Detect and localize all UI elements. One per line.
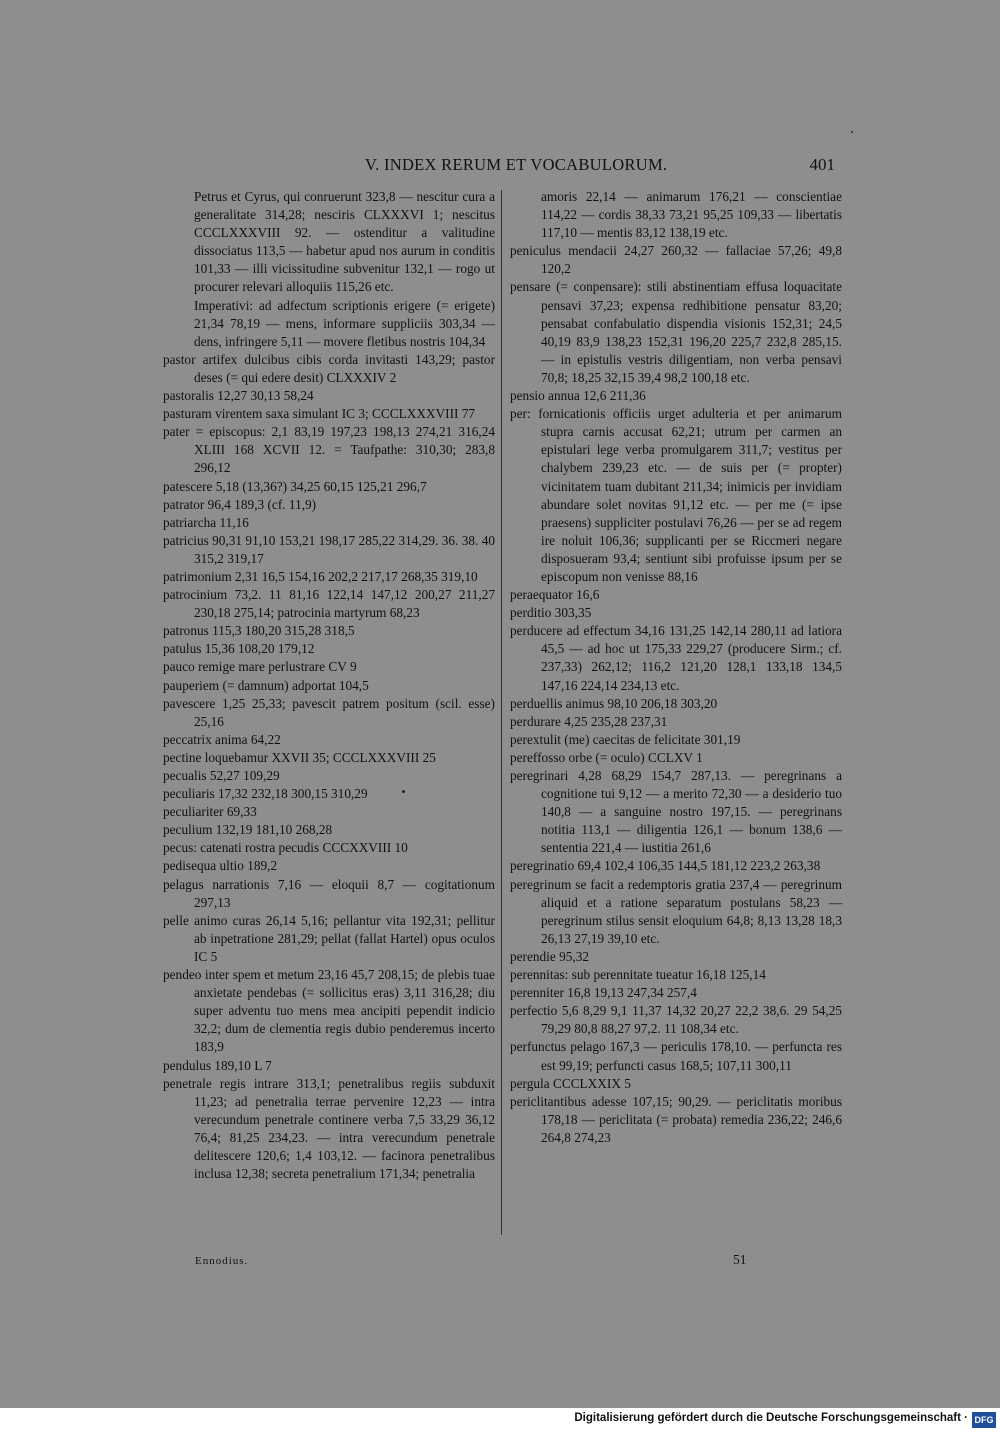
index-entry: pavescere 1,25 25,33; pavescit patrem positum (scil. esse) 25,16	[163, 695, 495, 729]
index-entry: patrator 96,4 189,3 (cf. 11,9)	[163, 496, 317, 512]
index-entry: pensare (= conpensare): stili abstinentiam effusa loquacitate pensavi 37,23; expensa redhibitione pensatur 83,20; pensabat confabulatio dispendia visionis 152,31; 24,5 40,19 83,9 138,23 152,31 196,20 225,7 232,8 285,15. — in epistulis vestris diligentiam, non verba pensavi 70,8; 18,25 32,15 39,4 98,2 100,18 etc.	[510, 279, 842, 385]
index-entry: perditio 303,35	[510, 605, 592, 621]
index-entry: pendulus 189,10 L 7	[163, 1057, 272, 1073]
index-entry: peniculus mendacii 24,27 260,32 — fallaciae 57,26; 49,8 120,2	[510, 243, 842, 277]
index-entry: pendeo inter spem et metum 23,16 45,7 208,15; de plebis tuae anxietate pendebas (= sollicitus eras) 3,11 316,28; diu super adventu tuo mens mea ancipiti pependit indicio 32,2; dum de clementia regis dubio penderemus incerto 183,9	[163, 967, 495, 1055]
funding-banner-text: Digitalisierung gefördert durch die Deutsche Forschungsgemeinschaft ·	[574, 1412, 968, 1424]
index-entry: perfectio 5,6 8,29 9,1 11,37 14,32 20,27 22,2 38,6. 29 54,25 79,29 80,8 88,27 97,2. 11 108,34 etc.	[510, 1003, 842, 1037]
index-entry: pensio annua 12,6 211,36	[510, 388, 646, 404]
dfg-logo-icon: DFG	[972, 1412, 996, 1428]
index-entry: perfunctus pelago 167,3 — periculis 178,10. — perfuncta res est 99,19; perfuncti casus 168,5; 107,11 300,11	[510, 1039, 842, 1073]
index-entry: pater = episcopus: 2,1 83,19 197,23 198,13 274,21 316,24 XLIII 168 XCVII 12. = Taufpathe: 310,30; 283,8 296,12	[163, 424, 495, 476]
index-entry: perendie 95,32	[510, 948, 590, 964]
ink-speck	[402, 790, 405, 793]
index-entry: peregrinum se facit a redemptoris gratia 237,4 — peregrinum aliquid et a ratione separatum postulans 58,23 — peregrinum stilus sensit eloquium 64,8; 8,13 13,28 18,3 26,13 27,19 39,10 etc.	[510, 876, 842, 946]
index-entry: pecualis 52,27 109,29	[163, 768, 280, 783]
index-entry: perdurare 4,25 235,28 237,31	[510, 713, 668, 729]
index-entry: patrimonium 2,31 16,5 154,16 202,2 217,17 268,35 319,10	[163, 568, 478, 584]
index-entry: peccatrix anima 64,22	[163, 731, 281, 747]
index-entry: pelagus narrationis 7,16 — eloquii 8,7 — cogitationum 297,13	[163, 876, 495, 910]
index-entry: patrocinium 73,2. 11 81,16 122,14 147,12 200,27 211,27 230,18 275,14; patrocinia martyrum 68,23	[163, 587, 495, 621]
index-entry: periclitantibus adesse 107,15; 90,29. — periclitatis moribus 178,18 — periclitata (= probata) remedia 236,22; 246,6 264,8 274,23	[510, 1093, 842, 1145]
index-entry: pectine loquebamur XXVII 35; CCCLXXXVIII 25	[163, 749, 436, 765]
index-entry: pedisequa ultio 189,2	[163, 858, 278, 874]
index-entry: Petrus et Cyrus, qui conruerunt 323,8 — nescitur cura a generalitate 314,28; nesciris CLXXXVI 1; nescitus CCCLXXXVIII 92. — ostenditur a valitudine dissociatus 113,5 — habetur apud nos aurum in conditis 101,33 — illi vicissitudine subvenitur 132,1 — rogo ut procurer relevari alloquiis 115,26 etc.	[194, 189, 495, 295]
index-entry: per: fornicationis officiis urget adulteria et per animarum stupra carnis accusat 62,21; utrum per carmen an epistulari lege verba promulgarem 311,7; vestitus per chalybem 239,23 etc. — de suis per (= propter) vicinitatem tuam dubitant 211,34; inimicis per invidiam abundare solet novitas 91,12 etc. — per me (= ipse praesens) suppliciter postulavi 76,26 — per se ad regem ire noluit 106,36; supplicanti per se Riccmeri negare disposueram 93,4; sentiunt sibi profuisse ipsum per se episcopum non venisse 88,16	[510, 406, 842, 584]
index-entry: peraequator 16,6	[510, 587, 600, 603]
index-entry: pereffosso orbe (= oculo) CCLXV 1	[510, 749, 703, 765]
index-entry: Imperativi: ad adfectum scriptionis erigere (= erigete) 21,34 78,19 — mens, informare suppliciis 303,34 — dens, infringere 5,11 — movere fletibus nostris 104,34	[194, 297, 495, 349]
footer-signature: Ennodius.	[195, 1255, 249, 1267]
right-index-column	[510, 188, 842, 1147]
index-entry: pastoralis 12,27 30,13 58,24	[163, 388, 314, 404]
index-entry: patricius 90,31 91,10 153,21 198,17 285,22 314,29. 36. 38. 40 315,2 319,17	[163, 532, 495, 566]
running-title: V. INDEX RERUM ET VOCABULORUM.	[365, 155, 668, 174]
index-entry: pecus: catenati rostra pecudis CCCXXVIII 10	[163, 840, 408, 856]
footer-sheet-number: 51	[733, 1252, 747, 1267]
index-entry: amoris 22,14 — animarum 176,21 — conscientiae 114,22 — cordis 38,33 73,21 95,25 109,33 — libertatis 117,10 — mentis 83,12 138,19 etc.	[541, 189, 842, 241]
index-entry: perextulit (me) caecitas de felicitate 301,19	[510, 731, 741, 747]
index-entry: pasturam virentem saxa simulant IC 3; CCCLXXXVIII 77	[163, 406, 476, 422]
index-entry: peregrinari 4,28 68,29 154,7 287,13. — peregrinans a cognitione tui 9,12 — a merito 72,30 — a desiderio tuo 140,8 — a sanguine nostro 197,15. — peregrinans notitia 113,1 — diligentia 126,1 — bonum 138,6 — sententia 221,4 — iustitia 261,6	[510, 768, 842, 856]
index-entry: peculium 132,19 181,10 268,28	[163, 822, 333, 838]
page-header	[330, 155, 835, 179]
index-entry: patulus 15,36 108,20 179,12	[163, 641, 315, 657]
index-entry: patescere 5,18 (13,36?) 34,25 60,15 125,21 296,7	[163, 478, 427, 494]
index-entry: patriarcha 11,16	[163, 514, 249, 530]
index-entry: perenniter 16,8 19,13 247,34 257,4	[510, 985, 697, 1001]
index-entry: perduellis animus 98,10 206,18 303,20	[510, 695, 718, 711]
index-entry: perennitas: sub perennitate tueatur 16,18 125,14	[510, 967, 766, 983]
index-entry: peculiaris 17,32 232,18 300,15 310,29	[163, 786, 368, 802]
index-entry: pauperiem (= damnum) adportat 104,5	[163, 677, 369, 693]
index-entry: pastor artifex dulcibus cibis corda invitasti 143,29; pastor deses (= qui edere desit) CLXXXIV 2	[163, 351, 495, 385]
index-entry: pelle animo curas 26,14 5,16; pellantur vita 192,31; pellitur ab inpetratione 281,29; pellat (fallat Hartel) opus oculos IC 5	[163, 912, 495, 964]
funding-banner	[0, 1408, 1000, 1434]
index-entry: patronus 115,3 180,20 315,28 318,5	[163, 623, 355, 639]
index-entry: penetrale regis intrare 313,1; penetralibus regiis subduxit 11,23; ad penetralia terrae pervenire 12,23 — intra verecundum penetrale continere verba 7,5 33,29 36,12 76,4; 81,25 234,23. — intra verecundum penetrale delitescere 120,6; 1,4 103,12. — facinora penetralibus inclusa 12,38; secreta penetralium 171,34; penetralia	[163, 1075, 495, 1182]
index-entry: perducere ad effectum 34,16 131,25 142,14 280,11 ad latiora 45,5 — ad hoc ut 175,33 229,27 (producere Sirm.; cf. 237,33) 262,12; 116,2 121,20 128,1 133,18 134,5 147,16 224,14 234,13 etc.	[510, 623, 842, 693]
page-number: 401	[809, 155, 835, 174]
left-index-column	[163, 188, 495, 1183]
column-divider	[501, 190, 502, 1235]
index-entry: peregrinatio 69,4 102,4 106,35 144,5 181,12 223,2 263,38	[510, 858, 821, 874]
index-entry: pauco remige mare perlustrare CV 9	[163, 659, 357, 675]
index-entry: peculiariter 69,33	[163, 804, 257, 820]
index-entry: pergula CCCLXXIX 5	[510, 1075, 631, 1091]
ink-speck	[851, 131, 853, 133]
